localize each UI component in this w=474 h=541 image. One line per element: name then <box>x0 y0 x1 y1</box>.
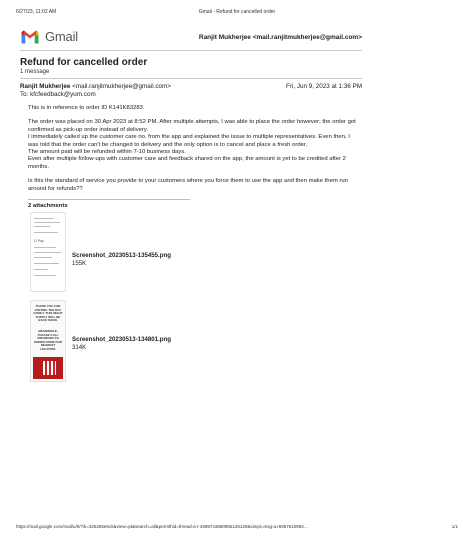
message-body <box>28 105 358 200</box>
divider <box>20 78 362 79</box>
page-url: https://mail.google.com/mail/u/0/?ik=325265e6c6&view=pt&search=all&permthid=thread-a:r-4998743680955126129&simpl=msg-a:r6957610894… <box>16 524 309 529</box>
gmail-wordmark: Gmail <box>45 29 78 44</box>
body-paragraph: The amount paid will be refunded within 7-10 business days. <box>28 149 186 156</box>
attachment-thumbnail[interactable] <box>30 300 66 382</box>
body-paragraph: This is in reference to order ID K141K83283 <box>28 105 143 111</box>
message-date: Fri, Jun 9, 2023 at 1:36 PM <box>286 83 362 90</box>
sender-line <box>20 83 171 90</box>
body-paragraph: I immediately called up the customer care no. from the app and explained the issue to multiple representatives. Even then, I was told that the order can't be changed to delivery and the only option is to cancel and place a fresh order. <box>28 134 350 148</box>
body-paragraph: The order was placed on 30 Apr 2023 at 8:52 PM. After multiple attempts, I was able to place the order however; the order got confirmed as pick-up order instead of delivery. <box>28 119 356 133</box>
print-datetime: 6/27/23, 11:02 AM <box>16 9 57 15</box>
print-title: Gmail - Refund for cancelled order <box>198 9 276 15</box>
attachment-thumbnail[interactable] <box>30 212 66 292</box>
thumbnail-text: THANK YOU FOR VISITING THE KFC FAMILY. THIS NIGHT SUPPLY WILL BE BACK SOON. <box>33 304 63 323</box>
attachment-size: 155K <box>72 260 87 267</box>
body-paragraph: Is this the standard of service you provide to your customers where you force them to use the app and then make them run around for refunds?? <box>28 178 348 192</box>
divider <box>28 199 190 200</box>
attachment-filename[interactable]: Screenshot_20230513-134801.png <box>72 336 171 343</box>
sender-email: <mail.ranjitmukherjee@gmail.com> <box>72 83 171 90</box>
print-header <box>16 9 458 19</box>
gmail-header <box>20 28 362 50</box>
body-paragraph: Even after multiple follow-ups with customer care and feedback shared on the app, the amount is yet to be credited after 2 months. <box>28 156 346 170</box>
attachments-heading: 2 attachments <box>28 203 68 209</box>
attachment-filename[interactable]: Screenshot_20230513-135455.png <box>72 252 171 259</box>
message-count: 1 message <box>20 69 50 75</box>
page-number: 1/1 <box>451 524 458 529</box>
divider <box>20 50 362 51</box>
thumbnail-text: G Pay <box>34 239 44 243</box>
recipient-line: To: kfcfeedback@yum.com <box>20 91 96 98</box>
gmail-logo-icon <box>20 29 40 44</box>
email-subject: Refund for cancelled order <box>20 57 148 68</box>
kfc-bucket-image <box>33 357 63 379</box>
thumbnail-text: MEANWHILE, PLEASE CALL 0000000000 TO ORDER FROM OUR NEAREST LOCATION. <box>34 329 62 351</box>
account-owner: Ranjit Mukherjee <mail.ranjitmukherjee@gmail.com> <box>198 34 362 41</box>
sender-name: Ranjit Mukherjee <box>20 83 71 90</box>
attachment-size: 314K <box>72 344 87 351</box>
